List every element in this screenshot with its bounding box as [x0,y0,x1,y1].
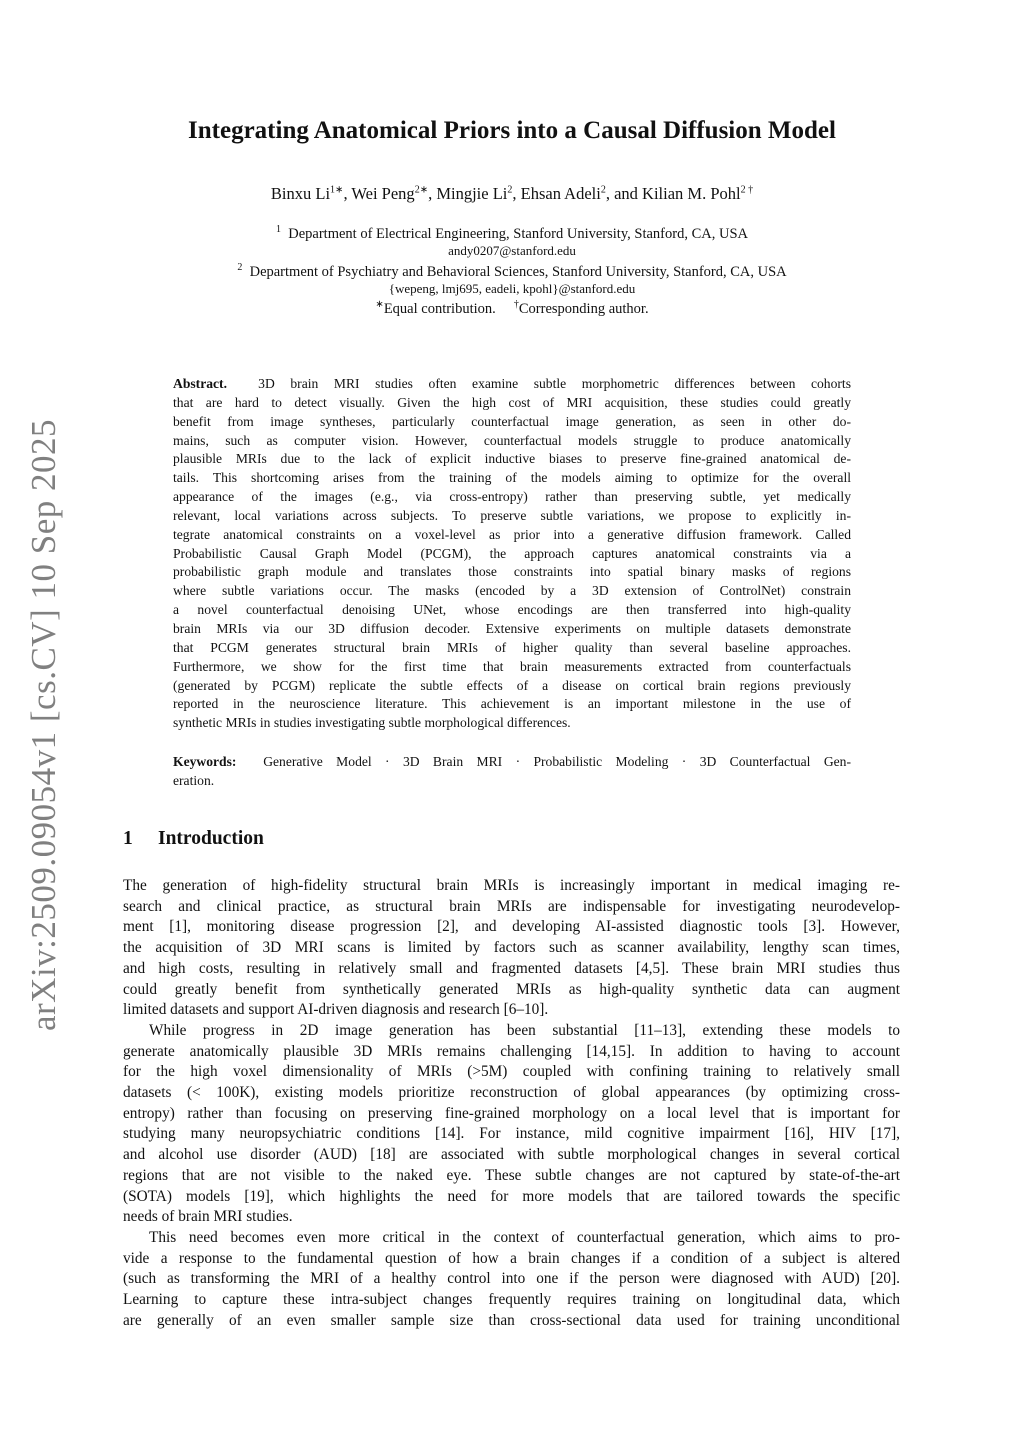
abstract-line: mains, such as computer vision. However, counterfactual models struggle to produce anatomically [173,432,851,448]
author [521,184,606,203]
paragraph-line: (SOTA) models [19], which highlights the need for more models that are tailored towards the specific [123,1187,900,1205]
author-separator: , [343,184,352,203]
abstract-line: tails. This shortcoming arises from the training of the models aiming to optimize for the overall [173,470,851,486]
author-name: Kilian M. Pohl [642,184,741,203]
paragraph [123,876,900,1021]
author-notes [0,299,1024,318]
abstract-line [173,375,851,394]
equal-contribution-note: Equal contribution. [383,300,496,317]
author [436,184,512,203]
author [642,184,753,203]
abstract-line: plausible MRIs due to the lack of explicit inductive biases to preserve fine-grained anatomical de- [173,451,851,467]
abstract-label: Abstract. [173,376,227,391]
author-mark: 2 [507,184,513,196]
abstract-line: brain MRIs via our 3D diffusion decoder. Extensive experiments on multiple datasets demonstrate [173,620,851,636]
paragraph-line: could greatly benefit from synthetically generated MRIs as high-quality synthetic data can augment [123,980,900,998]
author [271,184,344,203]
abstract-line: that are hard to detect visually. Given the high cost of MRI acquisition, these studies could greatly [173,394,851,410]
abstract-line: (generated by PCGM) replicate the subtle effects of a disease on cortical brain regions previously [173,677,851,693]
abstract-line: tegrate anatomical constraints on a voxel-level as prior into a generative diffusion framework. Called [173,526,851,542]
equal-mark: ∗ [375,299,384,310]
abstract-line: where subtle variations occur. The masks (encoded by a 3D extension of ControlNet) constrain [173,583,851,599]
paragraph-line: This need becomes even more critical in the context of counterfactual generation, which aims to pro- [149,1228,900,1246]
body-text [123,876,900,1331]
abstract-line: a novel counterfactual denoising UNet, whose encodings are then transferred into high-quality [173,602,851,618]
paragraph [123,1228,900,1332]
paragraph-line: studying many neuropsychiatric conditions [14]. For instance, mild cognitive impairment [16], HIV [17], [123,1125,900,1143]
keywords-label: Keywords: [173,754,237,769]
paragraph-line: While progress in 2D image generation has been substantial [11–13], extending these models to [149,1021,900,1039]
keywords-line [173,752,851,771]
abstract-line: reported in the neuroscience literature. This achievement is an important milestone in the use of [173,696,851,712]
author-mark: 2 [600,184,606,196]
paragraph-line: vide a response to the fundamental question of how a brain changes if a condition of a subject is altered [123,1249,900,1267]
keywords [173,752,851,790]
author-name: Ehsan Adeli [520,184,601,203]
author-name: Mingjie Li [436,184,508,203]
author-separator: , and [605,184,643,203]
corresponding-author-note: Corresponding author. [518,300,649,317]
affiliation-2 [0,262,1024,281]
paragraph-line: regions that are not visible to the naked eye. These subtle changes are not captured by state-of-the-art [123,1166,900,1184]
author-name: Wei Peng [351,184,415,203]
author [351,184,428,203]
paragraph-line: datasets (< 100K), existing models prioritize reconstruction of global appearances (by optimizing cross- [123,1084,900,1102]
paper-title: Integrating Anatomical Priors into a Causal Diffusion Model [188,117,836,144]
paragraph-line: needs of brain MRI studies. [123,1208,293,1226]
paragraph-line: (such as transforming the MRI of a healthy control into one if the person were diagnosed with AUD) [20]. [123,1270,900,1288]
author-mark: 2 † [740,184,754,196]
email-2: {wepeng, lmj695, eadeli, kpohl}@stanford.edu [388,281,636,296]
section-title: Introduction [158,828,264,849]
author-separator: , [428,184,437,203]
paragraph-line: for the high voxel dimensionality of MRIs (>5M) coupled with confining training to relatively small [123,1063,900,1081]
paragraph-line: the acquisition of 3D MRI scans is limited by factors such as scanner availability, lengthy scan times, [123,939,900,957]
paragraph-line: ment [1], monitoring disease progression [2], and developing AI-assisted diagnostic tools [3]. However, [123,918,900,936]
arxiv-stamp: arXiv:2509.09054v1 [cs.CV] 10 Sep 2025 [24,418,63,1032]
corresponding-mark: † [513,299,519,310]
abstract-line: appearance of the images (e.g., via cross-entropy) rather than preserving subtle, yet medically [173,489,851,505]
keywords-text: Generative Model · 3D Brain MRI · Probabilistic Modeling · 3D Counterfactual Gen- [263,754,851,769]
paragraph-line: generate anatomically plausible 3D MRIs remains challenging [14,15]. In addition to having to account [123,1042,900,1060]
paragraph-line: entropy) rather than focusing on preserving fine-grained morphology on a local level that is important for [123,1104,900,1122]
author-mark: 1∗ [330,184,344,196]
affiliation-text: Department of Electrical Engineering, Stanford University, Stanford, CA, USA [288,225,748,242]
abstract-line: benefit from image syntheses, particularly counterfactual image generation, as seen in other do- [173,413,851,429]
paragraph-line: Learning to capture these intra-subject changes frequently requires training on longitudinal data, which [123,1291,900,1309]
author-name: Binxu Li [270,184,331,203]
affiliation-number: 2 [237,262,243,273]
author-list [0,184,1024,204]
paragraph-line: search and clinical practice, as structural brain MRIs are indispensable for investigating neurodevelop- [123,897,900,915]
keywords-line: eration. [173,773,215,788]
abstract-text: 3D brain MRI studies often examine subtle morphometric differences between cohorts [258,376,851,391]
paragraph-line: are generally of an even smaller sample size than cross-sectional data used for training unconditional [123,1311,900,1329]
abstract [173,375,851,733]
abstract-line: Probabilistic Causal Graph Model (PCGM), the approach captures anatomical constraints via a [173,545,851,561]
abstract-line: relevant, local variations across subjects. To preserve subtle variations, we propose to explicitly in- [173,507,851,523]
abstract-line: that PCGM generates structural brain MRIs of higher quality than several baseline approaches. [173,639,851,655]
abstract-line: synthetic MRIs in studies investigating subtle morphological differences. [173,715,571,731]
affiliation-1 [0,224,1024,243]
author-separator: , [512,184,521,203]
author-mark: 2∗ [414,184,429,196]
email-1: andy0207@stanford.edu [448,243,576,258]
section-number: 1 [123,828,133,849]
affiliation-number: 1 [276,224,281,235]
abstract-line: Furthermore, we show for the first time that brain measurements extracted from counterfactuals [173,658,851,674]
paragraph-line: The generation of high-fidelity structural brain MRIs is increasingly important in medical imaging re- [123,877,900,894]
paragraph-line: and high costs, resulting in relatively small and fragmented datasets [4,5]. These brain MRI studies thus [123,959,900,977]
paragraph [123,1021,900,1228]
paragraph-line: and alcohol use disorder (AUD) [18] are associated with subtle morphological changes in several cortical [123,1146,900,1164]
paragraph-line: limited datasets and support AI-driven diagnosis and research [6–10]. [123,1001,549,1019]
abstract-line: probabilistic graph module and translates those constraints into spatial binary masks of regions [173,564,851,580]
affiliation-text: Department of Psychiatry and Behavioral Sciences, Stanford University, Stanford, CA, USA [249,263,787,280]
section-heading [123,828,264,850]
